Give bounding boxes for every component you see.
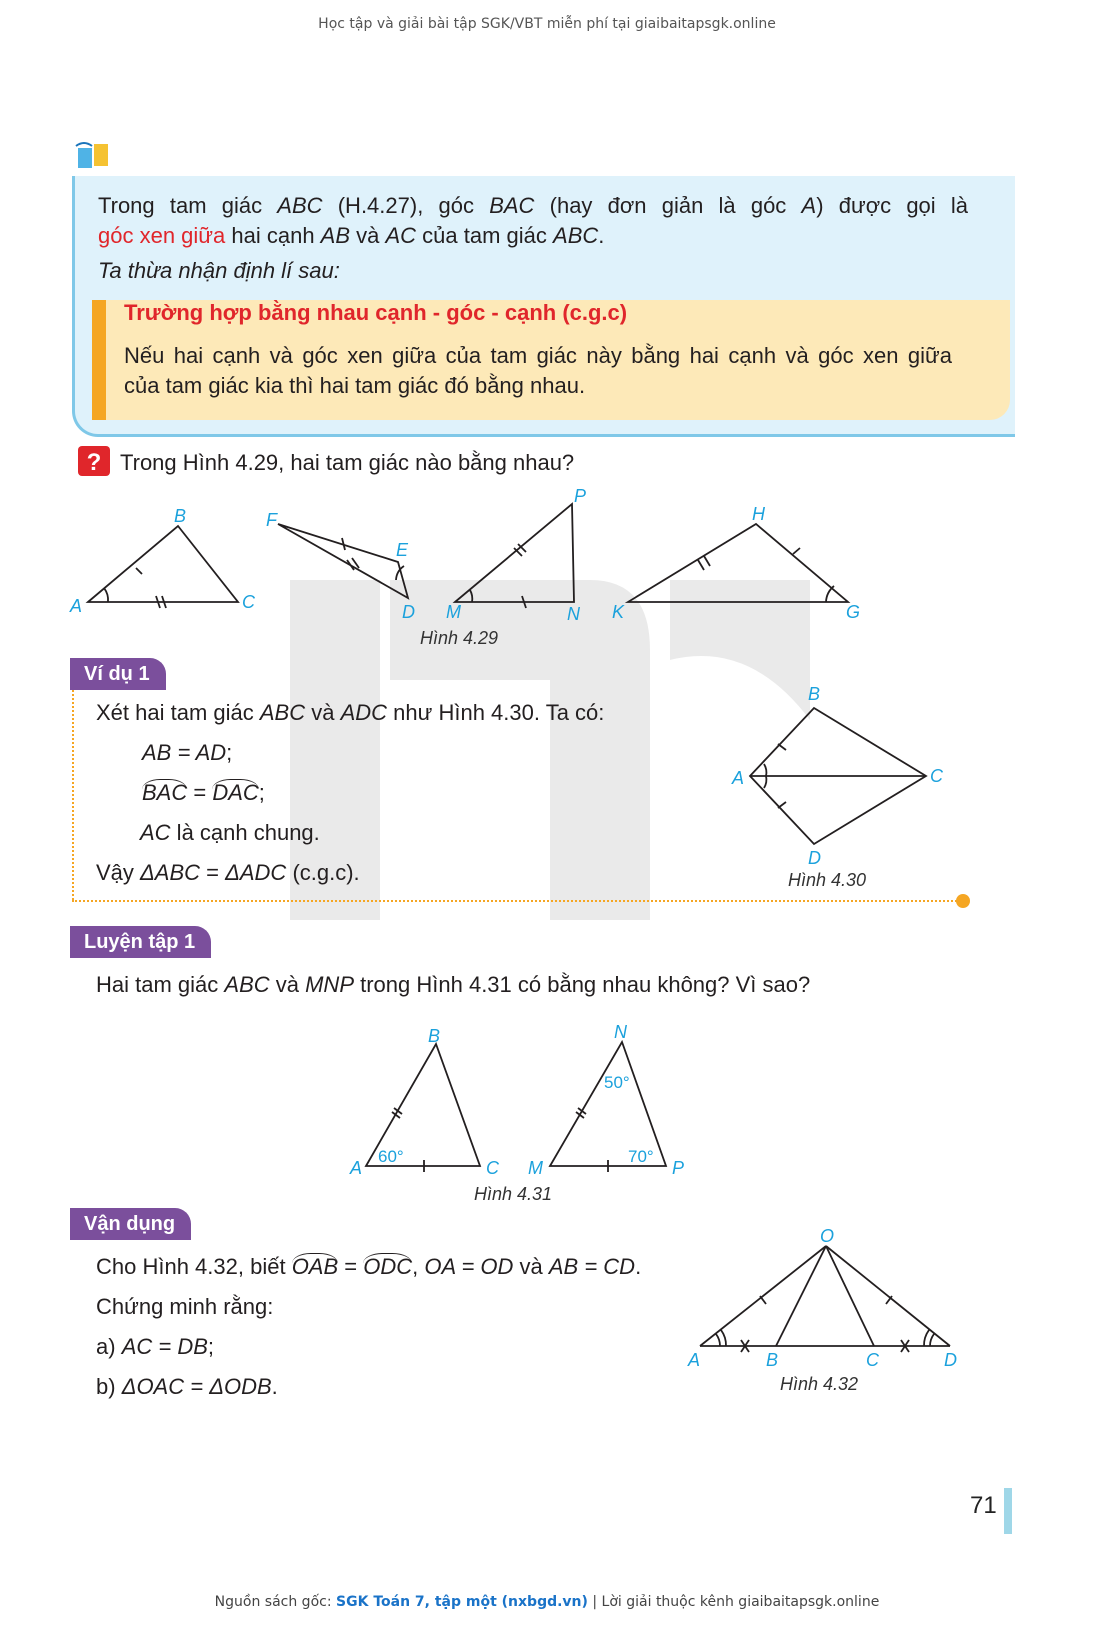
footer-note: Nguồn sách gốc: SGK Toán 7, tập một (nxbgd.vn) | Lời giải thuộc kênh giaibaitapsgk.online — [214, 1594, 880, 1610]
question-icon — [74, 440, 114, 480]
header-note: Học tập và giải bài tập SGK/VBT miễn phí tại giaibaitapsgk.online — [318, 16, 776, 32]
knowledge-line-2: góc xen giữa hai cạnh AB và AC của tam giác ABC. — [98, 223, 605, 248]
figure-4-31 — [340, 1016, 700, 1182]
angle-70: 70° — [628, 1147, 654, 1166]
example-eq-3: AC là cạnh chung. — [140, 820, 320, 845]
figure-4-30 — [720, 680, 960, 870]
example-eq-2: BAC = DAC; — [142, 780, 265, 805]
label-M: M — [528, 1158, 543, 1178]
example-conclusion: Vậy ΔABC = ΔADC (c.g.c). — [96, 860, 360, 885]
example-eq-1: AB = AD; — [142, 740, 233, 765]
label-M: M — [446, 602, 461, 622]
apply-part-b: b) ΔOAC = ΔODB. — [96, 1374, 278, 1399]
practice-text: Hai tam giác ABC và MNP trong Hình 4.31 có bằng nhau không? Vì sao? — [96, 972, 811, 997]
label-C: C — [486, 1158, 499, 1178]
example-line-1: Xét hai tam giác ABC và ADC như Hình 4.30. Ta có: — [96, 700, 605, 725]
caption-4-30: Hình 4.30 — [788, 870, 867, 890]
question-text: Trong Hình 4.29, hai tam giác nào bằng nhau? — [120, 450, 575, 475]
theorem-title: Trường hợp bằng nhau cạnh - góc - cạnh (c.g.c) — [124, 300, 628, 325]
svg-text:?: ? — [86, 449, 102, 476]
label-B: B — [174, 506, 187, 526]
theorem-line-1: Nếu hai cạnh và góc xen giữa của tam giác này bằng hai cạnh và góc xen giữa — [124, 343, 952, 368]
tag-example-1: Ví dụ 1 — [70, 658, 166, 690]
label-B: B — [808, 684, 821, 704]
label-H: H — [752, 504, 765, 524]
apply-line-1: Cho Hình 4.32, biết OAB = ODC, OA = OD và AB = CD. — [96, 1254, 642, 1279]
label-D: D — [402, 602, 415, 622]
label-D: D — [944, 1350, 957, 1370]
label-C: C — [930, 766, 943, 786]
tag-practice-1: Luyện tập 1 — [70, 926, 211, 958]
angle-60: 60° — [378, 1147, 404, 1166]
label-D: D — [808, 848, 821, 868]
caption-4-32: Hình 4.32 — [780, 1374, 859, 1394]
caption-4-29: Hình 4.29 — [420, 628, 499, 648]
label-K: K — [612, 602, 625, 622]
label-A: A — [732, 768, 745, 788]
example-end-dot — [956, 894, 970, 908]
apply-part-a: a) AC = DB; — [96, 1334, 215, 1359]
label-O: O — [820, 1226, 835, 1246]
label-P: P — [672, 1158, 685, 1178]
label-G: G — [846, 602, 861, 622]
label-E: E — [396, 540, 409, 560]
example-border-left — [72, 690, 76, 900]
label-B: B — [428, 1026, 441, 1046]
page-number: 71 — [970, 1492, 997, 1519]
label-B: B — [766, 1350, 779, 1370]
label-F: F — [266, 510, 277, 530]
figure-4-32 — [680, 1222, 980, 1382]
label-A: A — [350, 1158, 363, 1178]
label-C: C — [866, 1350, 879, 1370]
label-A: A — [688, 1350, 701, 1370]
label-P: P — [574, 486, 587, 506]
knowledge-line-3: Ta thừa nhận định lí sau: — [98, 258, 340, 283]
knowledge-line-1: Trong tam giác ABC (H.4.27), góc BAC (hay đơn giản là góc A) được gọi là — [98, 193, 968, 218]
book-icon — [74, 140, 114, 176]
page-number-bar — [1004, 1488, 1012, 1534]
label-C: C — [242, 592, 255, 612]
apply-line-2: Chứng minh rằng: — [96, 1294, 274, 1319]
example-border-bottom — [72, 900, 960, 904]
label-A: A — [70, 596, 83, 616]
caption-4-31: Hình 4.31 — [474, 1184, 553, 1204]
tag-apply: Vận dụng — [70, 1208, 191, 1240]
label-N: N — [567, 604, 580, 624]
theorem-bar — [92, 300, 106, 420]
label-N: N — [614, 1022, 627, 1042]
theorem-line-2: của tam giác kia thì hai tam giác đó bằng nhau. — [124, 373, 586, 398]
angle-50: 50° — [604, 1073, 630, 1092]
